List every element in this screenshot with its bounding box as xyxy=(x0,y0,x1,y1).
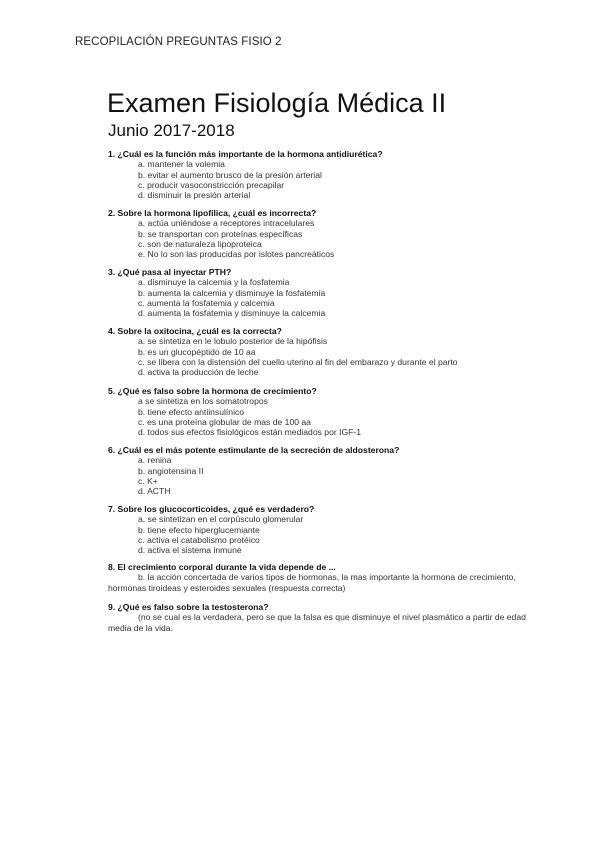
option: b. tiene efecto antiinsulínico xyxy=(138,406,245,417)
question-heading: 5. ¿Qué es falso sobre la hormona de crecimiento? xyxy=(108,386,317,396)
option: a se sintetiza en los somatotropos xyxy=(138,396,268,407)
running-header: RECOPILACIÓN PREGUNTAS FISIO 2 xyxy=(75,36,282,48)
option: c. son de naturaleza lipoproteica xyxy=(138,238,262,249)
option: a. disminuye la calcemia y la fosfatemia xyxy=(138,277,290,288)
option: b. se transportan con proteínas específicas xyxy=(138,228,303,239)
option: d. todos sus efectos fisiológicos están mediados por IGF-1 xyxy=(138,427,362,438)
option: d. aumenta la fosfatemia y disminuye la calcemia xyxy=(138,308,326,319)
question-2 xyxy=(108,208,548,259)
option: a. renina xyxy=(138,455,172,466)
page-title: Examen Fisiología Médica II xyxy=(107,88,447,118)
question-heading: 9. ¿Qué es falso sobre la testosterona? xyxy=(108,602,269,612)
option: a. mantener la volemia xyxy=(138,159,225,170)
option: c. es una proteína globular de mas de 100 aa xyxy=(138,416,311,427)
option: b. tiene efecto hiperglucemiante xyxy=(138,524,260,535)
question-1 xyxy=(108,149,548,200)
question-heading: 3. ¿Qué pasa al inyectar PTH? xyxy=(108,267,232,277)
option: c. producir vasoconstricción precapilar xyxy=(138,179,285,190)
question-heading: 8. El crecimiento corporal durante la vida depende de ... xyxy=(108,562,336,572)
question-8 xyxy=(108,562,553,593)
question-7 xyxy=(108,504,548,555)
answer-text: (no se cual es la verdadera, pero se que la falsa es que disminuye el nivel plasmático a partir de edad media de la vida. xyxy=(108,612,526,633)
question-4 xyxy=(108,326,548,377)
option: d. disminuir la presión arterial xyxy=(138,190,251,201)
question-heading: 7. Sobre los glucocorticoides, ¿qué es verdadero? xyxy=(108,504,315,514)
option: d. ACTH xyxy=(138,486,171,497)
option: e. No lo son las producidas por islotes pancreáticos xyxy=(138,249,335,260)
option: a. actúa uniéndose a receptores intracelulares xyxy=(138,218,315,229)
option: c. activa el catabolismo protéico xyxy=(138,534,260,545)
question-heading: 2. Sobre la hormona lipofílica, ¿cuál es incorrecta? xyxy=(108,208,317,218)
option: b. es un glucopéptido de 10 aa xyxy=(138,346,256,357)
option: a. se sintetiza en le lobulo posterior de la hipófisis xyxy=(138,336,328,347)
question-heading: 6. ¿Cuál es el más potente estimulante de la secreción de aldosterona? xyxy=(108,445,400,455)
answer-text: b. la acción concertada de varios tipos de hormonas, la mas importante la hormona de crecimiento, hormonas tiroideas y esteroides sexuales (respuesta correcta) xyxy=(108,572,516,593)
option: c. aumenta la fosfatemia y calcemia xyxy=(138,297,275,308)
question-6 xyxy=(108,445,548,496)
question-heading: 1. ¿Cuál es la función más importante de la hormona antidiurética? xyxy=(108,149,383,159)
page-subtitle: Junio 2017-2018 xyxy=(108,121,235,140)
option: b. angiotensina II xyxy=(138,465,204,476)
question-3 xyxy=(108,267,548,318)
option: b. aumenta la calcemia y disminuye la fosfatemia xyxy=(138,287,326,298)
option: c. se libera con la distensión del cuello uterino al fin del embarazo y durante el parto xyxy=(138,356,458,367)
question-9 xyxy=(108,602,538,633)
option: a. se sintetizan en el corpúsculo glomerular xyxy=(138,514,304,525)
question-5 xyxy=(108,386,548,437)
option: b. evitar el aumento brusco de la presión arterial xyxy=(138,169,322,180)
option: c. K+ xyxy=(138,475,158,486)
question-heading: 4. Sobre la oxitocina, ¿cuál es la correcta? xyxy=(108,326,282,336)
option: d. activa la producción de leche xyxy=(138,367,259,378)
option: d. activa el sistema inmune xyxy=(138,545,242,556)
